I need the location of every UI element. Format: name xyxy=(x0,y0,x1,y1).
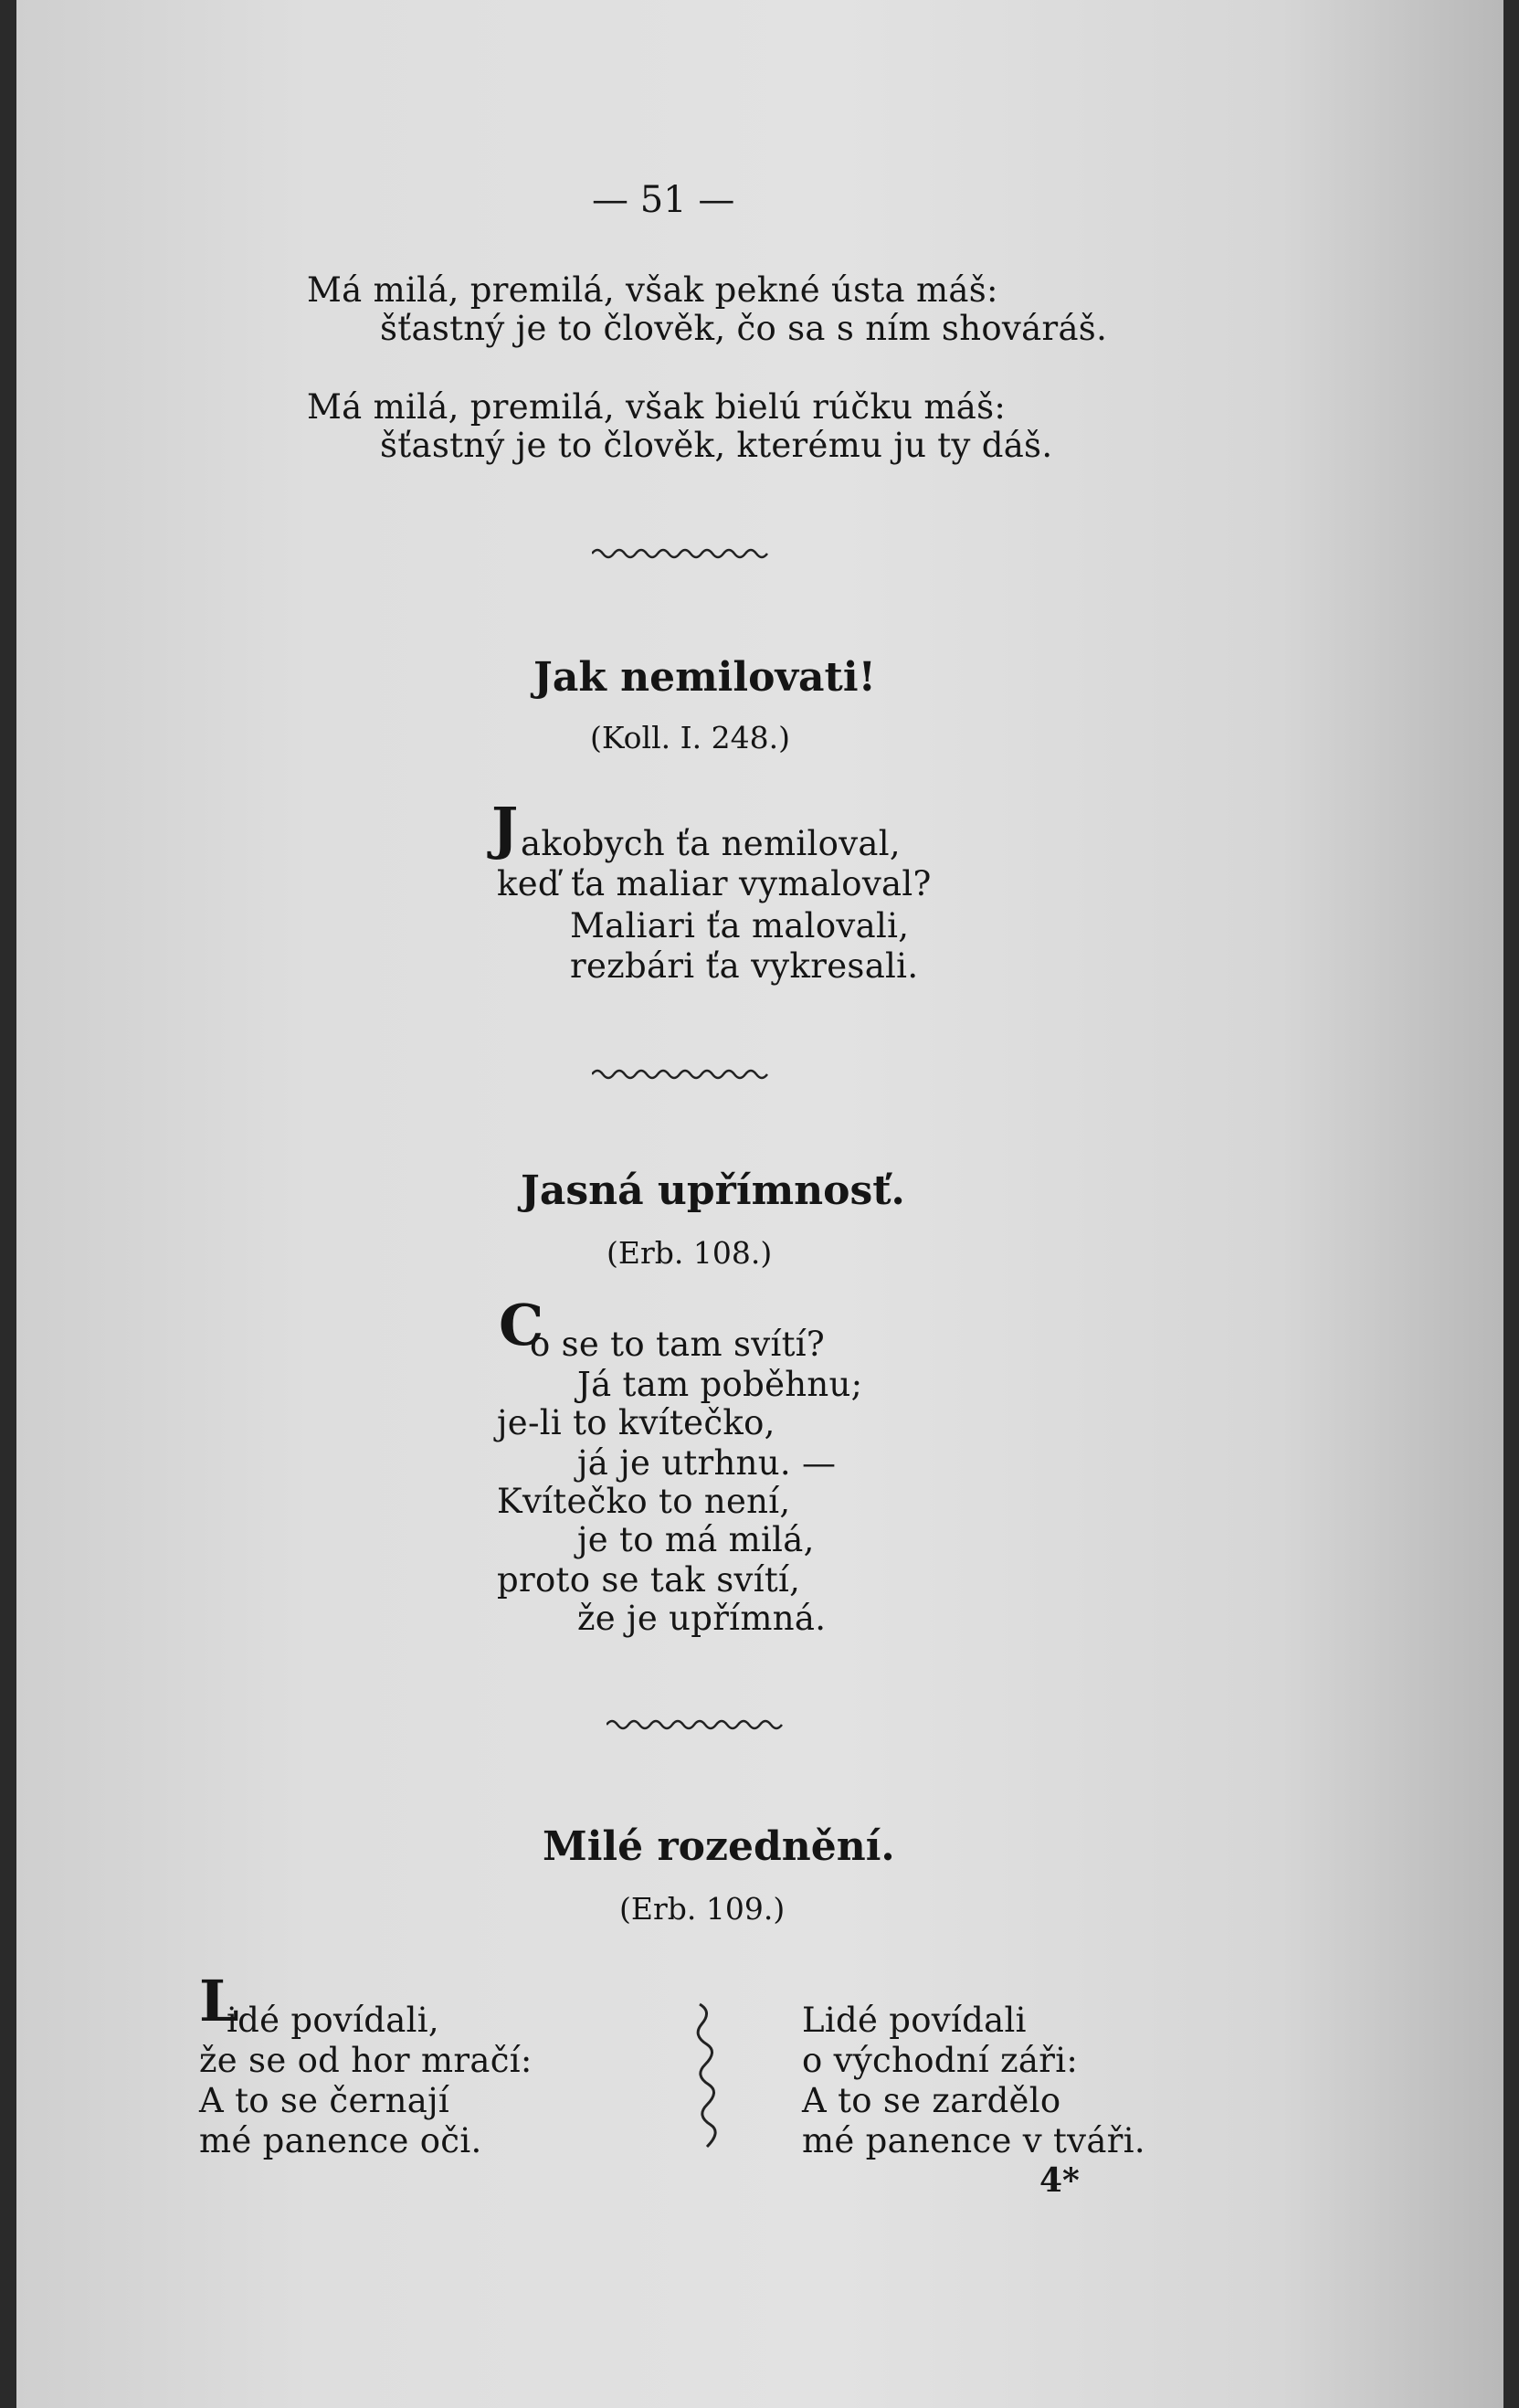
poem-3-initial: L xyxy=(199,1968,239,2034)
poem-1-line-2: keď ťa maliar vymaloval? xyxy=(497,864,932,903)
poem-1-title: Jak nemilovati! xyxy=(533,654,876,701)
book-page xyxy=(16,0,1503,2408)
curly-brace-divider xyxy=(692,2001,720,2165)
poem-2-line-7: proto se tak svítí, xyxy=(497,1560,801,1600)
wavy-separator xyxy=(592,544,775,563)
poem-3-left-line-4: mé panence oči. xyxy=(199,2121,482,2160)
poem-2-line-6: je to má milá, xyxy=(577,1520,815,1559)
poem-2-line-4: já je utrhnu. — xyxy=(577,1443,837,1483)
poem-1-source: (Koll. I. 248.) xyxy=(590,720,790,755)
intro-stanza-2-line-1: Má milá, premilá, však bielú rúčku máš: xyxy=(307,387,1007,427)
poem-2-line-2: Já tam poběhnu; xyxy=(577,1365,863,1404)
poem-1-line-3: Maliari ťa malovali, xyxy=(570,906,910,945)
poem-3-right-line-2: o východní záři: xyxy=(802,2041,1079,2080)
poem-3-left-line-3: A to se černají xyxy=(199,2081,450,2120)
poem-2-title: Jasná upřímnosť. xyxy=(521,1167,905,1214)
poem-3-left-line-1: idé povídali, xyxy=(227,2001,439,2040)
poem-3-source: (Erb. 109.) xyxy=(619,1891,786,1927)
signature-mark: 4* xyxy=(1039,2161,1080,2200)
poem-1-line-1: akobych ťa nemiloval, xyxy=(521,824,901,863)
intro-stanza-1-line-1: Má milá, premilá, však pekné ústa máš: xyxy=(307,270,998,310)
poem-2-line-5: Kvítečko to není, xyxy=(497,1482,791,1521)
poem-2-line-3: je-li to kvítečko, xyxy=(497,1403,775,1442)
poem-3-left-line-2: že se od hor mračí: xyxy=(199,2041,533,2080)
poem-2-initial: C xyxy=(499,1292,544,1358)
wavy-separator xyxy=(592,1065,775,1083)
poem-2-line-1: o se to tam svítí? xyxy=(530,1325,826,1364)
wavy-separator xyxy=(607,1716,789,1734)
poem-2-line-8: že je upřímná. xyxy=(577,1599,827,1638)
poem-3-title: Milé rozednění. xyxy=(543,1823,895,1870)
intro-stanza-1-line-2: šťastný je to člověk, čo sa s ním shováráš. xyxy=(380,309,1108,348)
poem-3-right-line-1: Lidé povídali xyxy=(802,2001,1027,2040)
poem-1-line-4: rezbári ťa vykresali. xyxy=(570,946,919,986)
poem-3-right-line-3: A to se zardělo xyxy=(802,2081,1061,2120)
page-number: — 51 — xyxy=(592,179,735,221)
poem-2-source: (Erb. 108.) xyxy=(607,1235,773,1271)
poem-3-right-line-4: mé panence v tváři. xyxy=(802,2121,1145,2160)
intro-stanza-2-line-2: šťastný je to člověk, kterému ju ty dáš. xyxy=(380,426,1053,465)
poem-1-initial: J xyxy=(491,795,519,861)
